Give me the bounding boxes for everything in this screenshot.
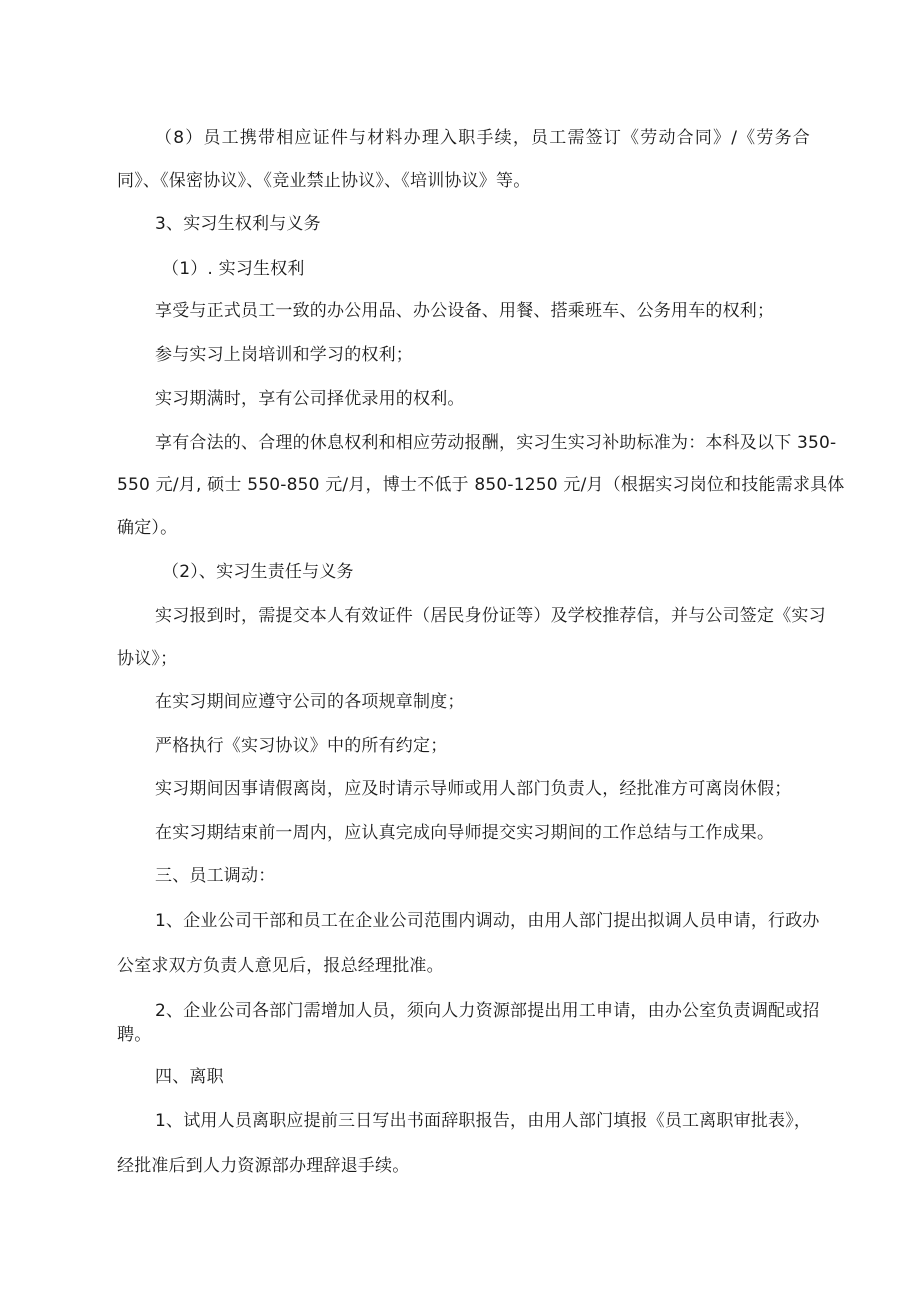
paragraph-line: 实习期间因事请假离岗，应及时请示导师或用人部门负责人，经批准方可离岗休假； [155,779,792,799]
paragraph-line: 1、企业公司干部和员工在企业公司范围内调动，由用人部门提出拟调人员申请，行政办 [155,911,820,931]
section-heading: 四、离职 [155,1067,224,1087]
paragraph-line: 在实习期间应遵守公司的各项规章制度； [155,692,465,712]
subsection-heading: （1）. 实习生权利 [162,259,305,279]
section-heading: 三、员工调动： [155,866,276,886]
paragraph-line: 550 元/月, 硕士 550-850 元/月，博士不低于 850-1250 元/月（根据实习岗位和技能需求具体 [117,475,845,495]
paragraph-line: 聘。 [117,1025,152,1045]
paragraph-line: 实习报到时，需提交本人有效证件（居民身份证等）及学校推荐信，并与公司签定《实习 [155,606,826,626]
subsection-heading: （2）、实习生责任与义务 [162,562,354,582]
paragraph-line: （8）员工携带相应证件与材料办理入职手续，员工需签订《劳动合同》/《劳务合 [155,128,810,148]
paragraph-line: 在实习期结束前一周内，应认真完成向导师提交实习期间的工作总结与工作成果。 [155,823,775,843]
paragraph-line: 公室求双方负责人意见后，报总经理批准。 [117,956,444,976]
paragraph-line: 确定）。 [117,518,178,538]
paragraph-line: 实习期满时，享有公司择优录用的权利。 [155,389,465,409]
paragraph-line: 经批准后到人力资源部办理辞退手续。 [117,1156,410,1176]
paragraph-line: 严格执行《实习协议》中的所有约定； [155,736,448,756]
section-heading: 3、实习生权利与义务 [155,214,321,234]
paragraph-line: 2、企业公司各部门需增加人员，须向人力资源部提出用工申请，由办公室负责调配或招 [155,1001,820,1021]
paragraph-line: 享受与正式员工一致的办公用品、办公设备、用餐、搭乘班车、公务用车的权利； [155,301,775,321]
paragraph-line: 参与实习上岗培训和学习的权利； [155,345,413,365]
paragraph-line: 享有合法的、合理的休息权利和相应劳动报酬，实习生实习补助标准为：本科及以下 350- [155,433,837,453]
paragraph-line: 1、试用人员离职应提前三日写出书面辞职报告，由用人部门填报《员工离职审批表》， [155,1111,812,1131]
paragraph-line: 协议》； [117,649,178,669]
paragraph-line: 同》、《保密协议》、《竞业禁止协议》、《培训协议》等。 [117,171,531,191]
